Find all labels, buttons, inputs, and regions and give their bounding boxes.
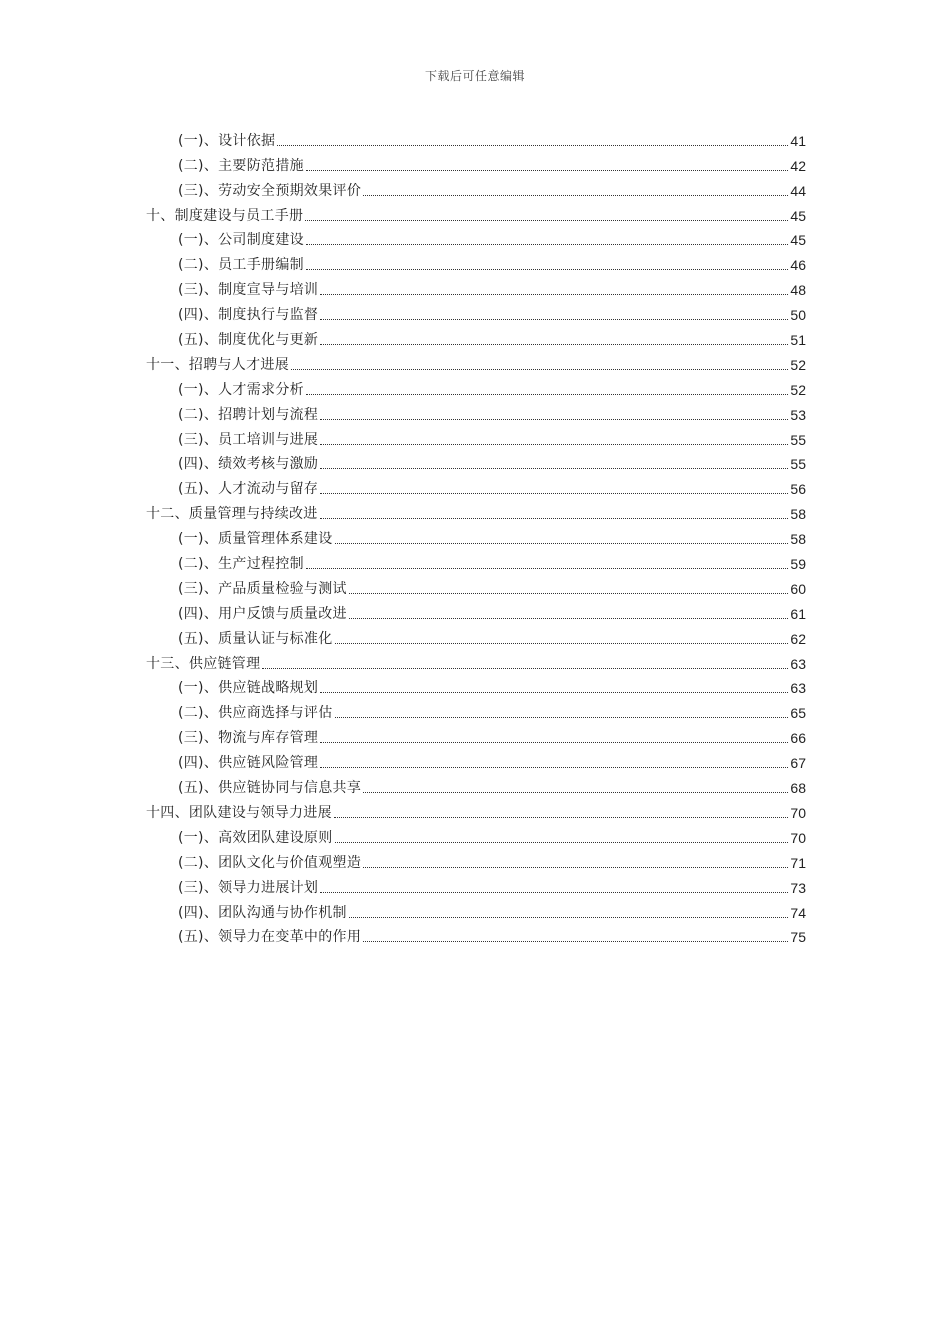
toc-entry-title: (四)、绩效考核与激励: [178, 456, 319, 473]
toc-section-entry[interactable]: [178, 872, 806, 897]
toc-entry-title: 十二、质量管理与持续改进: [146, 506, 318, 523]
toc-entry-title: (一)、质量管理体系建设: [178, 531, 333, 548]
toc-entry-title: 十三、供应链管理: [146, 655, 261, 672]
toc-section-entry[interactable]: [178, 822, 806, 847]
toc-section-entry[interactable]: [178, 847, 806, 872]
toc-entry-title: (二)、生产过程控制: [178, 556, 304, 573]
toc-section-entry[interactable]: [178, 697, 806, 722]
table-of-contents: [0, 125, 950, 946]
toc-entry-title: (一)、公司制度建设: [178, 232, 304, 249]
toc-section-entry[interactable]: [178, 125, 806, 150]
toc-chapter-entry[interactable]: [146, 797, 806, 822]
toc-page-number: 67: [790, 755, 806, 772]
toc-chapter-entry[interactable]: [146, 349, 806, 374]
toc-dot-leader: [320, 691, 788, 693]
toc-dot-leader: [335, 642, 789, 644]
toc-dot-leader: [320, 443, 788, 445]
toc-entry-title: (五)、供应链协同与信息共享: [178, 780, 362, 797]
toc-page-number: 61: [790, 605, 806, 622]
toc-page-number: 55: [790, 456, 806, 473]
toc-entry-title: (三)、劳动安全预期效果评价: [178, 182, 362, 199]
toc-chapter-entry[interactable]: [146, 200, 806, 225]
toc-dot-leader: [306, 567, 788, 569]
toc-page-number: 55: [790, 431, 806, 448]
toc-dot-leader: [320, 467, 788, 469]
toc-section-entry[interactable]: [178, 449, 806, 474]
toc-page-number: 58: [790, 506, 806, 523]
toc-dot-leader: [363, 791, 788, 793]
toc-chapter-entry[interactable]: [146, 498, 806, 523]
toc-page-number: 41: [790, 132, 806, 149]
toc-dot-leader: [349, 617, 789, 619]
toc-section-entry[interactable]: [178, 225, 806, 250]
toc-dot-leader: [320, 766, 788, 768]
toc-entry-title: (三)、员工培训与进展: [178, 431, 319, 448]
toc-page-number: 46: [790, 257, 806, 274]
toc-section-entry[interactable]: [178, 897, 806, 922]
toc-page-number: 65: [790, 705, 806, 722]
toc-dot-leader: [334, 816, 789, 818]
toc-entry-title: 十四、团队建设与领导力进展: [146, 804, 332, 821]
toc-entry-title: (一)、设计依据: [178, 132, 276, 149]
toc-dot-leader: [291, 368, 788, 370]
toc-dot-leader: [306, 393, 788, 395]
toc-page-number: 62: [790, 630, 806, 647]
toc-page-number: 50: [790, 307, 806, 324]
toc-entry-title: (一)、人才需求分析: [178, 381, 304, 398]
toc-page-number: 52: [790, 381, 806, 398]
toc-section-entry[interactable]: [178, 623, 806, 648]
toc-section-entry[interactable]: [178, 299, 806, 324]
toc-page-number: 51: [790, 332, 806, 349]
toc-section-entry[interactable]: [178, 324, 806, 349]
toc-page-number: 71: [790, 854, 806, 871]
toc-entry-title: (二)、团队文化与价值观塑造: [178, 854, 362, 871]
toc-entry-title: (三)、制度宣导与培训: [178, 282, 319, 299]
toc-section-entry[interactable]: [178, 249, 806, 274]
toc-dot-leader: [306, 268, 788, 270]
toc-dot-leader: [320, 293, 788, 295]
toc-page-number: 66: [790, 730, 806, 747]
toc-dot-leader: [320, 492, 788, 494]
toc-section-entry[interactable]: [178, 150, 806, 175]
toc-dot-leader: [262, 667, 788, 669]
toc-entry-title: (二)、员工手册编制: [178, 257, 304, 274]
toc-section-entry[interactable]: [178, 747, 806, 772]
toc-section-entry[interactable]: [178, 424, 806, 449]
toc-entry-title: (四)、制度执行与监督: [178, 307, 319, 324]
toc-dot-leader: [363, 940, 788, 942]
toc-entry-title: (五)、制度优化与更新: [178, 332, 319, 349]
toc-entry-title: (五)、领导力在变革中的作用: [178, 929, 362, 946]
toc-dot-leader: [320, 343, 788, 345]
toc-page-number: 59: [790, 556, 806, 573]
toc-dot-leader: [306, 169, 788, 171]
toc-page-number: 75: [790, 929, 806, 946]
toc-dot-leader: [320, 891, 788, 893]
toc-page-number: 45: [790, 207, 806, 224]
toc-page-number: 52: [790, 356, 806, 373]
toc-section-entry[interactable]: [178, 523, 806, 548]
toc-dot-leader: [335, 841, 789, 843]
toc-page-number: 53: [790, 406, 806, 423]
toc-page-number: 45: [790, 232, 806, 249]
toc-entry-title: (二)、供应商选择与评估: [178, 705, 333, 722]
toc-section-entry[interactable]: [178, 274, 806, 299]
toc-dot-leader: [277, 144, 788, 146]
toc-entry-title: (二)、招聘计划与流程: [178, 406, 319, 423]
toc-section-entry[interactable]: [178, 399, 806, 424]
toc-section-entry[interactable]: [178, 175, 806, 200]
toc-entry-title: 十、制度建设与员工手册: [146, 207, 304, 224]
toc-section-entry[interactable]: [178, 673, 806, 698]
toc-section-entry[interactable]: [178, 598, 806, 623]
toc-page-number: 70: [790, 804, 806, 821]
toc-entry-title: (三)、领导力进展计划: [178, 879, 319, 896]
toc-page-number: 58: [790, 531, 806, 548]
toc-dot-leader: [349, 592, 789, 594]
toc-page-number: 42: [790, 157, 806, 174]
toc-page-number: 73: [790, 879, 806, 896]
toc-entry-title: 十一、招聘与人才进展: [146, 356, 289, 373]
toc-page-number: 48: [790, 282, 806, 299]
toc-dot-leader: [320, 517, 789, 519]
toc-entry-title: (三)、物流与库存管理: [178, 730, 319, 747]
toc-page-number: 63: [790, 655, 806, 672]
toc-dot-leader: [320, 741, 788, 743]
toc-entry-title: (三)、产品质量检验与测试: [178, 580, 347, 597]
toc-page-number: 63: [790, 680, 806, 697]
toc-page-number: 44: [790, 182, 806, 199]
toc-dot-leader: [335, 716, 789, 718]
toc-section-entry[interactable]: [178, 548, 806, 573]
toc-dot-leader: [305, 219, 788, 221]
toc-entry-title: (四)、团队沟通与协作机制: [178, 904, 347, 921]
toc-dot-leader: [320, 418, 788, 420]
toc-chapter-entry[interactable]: [146, 648, 806, 673]
toc-section-entry[interactable]: [178, 922, 806, 947]
toc-entry-title: (四)、供应链风险管理: [178, 755, 319, 772]
toc-entry-title: (五)、人才流动与留存: [178, 481, 319, 498]
toc-entry-title: (四)、用户反馈与质量改进: [178, 605, 347, 622]
toc-entry-title: (一)、供应链战略规划: [178, 680, 319, 697]
toc-dot-leader: [335, 542, 789, 544]
toc-dot-leader: [363, 866, 788, 868]
toc-page-number: 70: [790, 829, 806, 846]
toc-dot-leader: [306, 243, 788, 245]
toc-entry-title: (一)、高效团队建设原则: [178, 829, 333, 846]
toc-section-entry[interactable]: [178, 772, 806, 797]
toc-section-entry[interactable]: [178, 573, 806, 598]
toc-page-number: 74: [790, 904, 806, 921]
toc-page-number: 60: [790, 580, 806, 597]
toc-entry-title: (五)、质量认证与标准化: [178, 630, 333, 647]
toc-dot-leader: [349, 916, 789, 918]
toc-dot-leader: [363, 194, 788, 196]
toc-section-entry[interactable]: [178, 374, 806, 399]
toc-dot-leader: [320, 318, 788, 320]
toc-page-number: 56: [790, 481, 806, 498]
toc-section-entry[interactable]: [178, 473, 806, 498]
toc-page-number: 68: [790, 780, 806, 797]
toc-entry-title: (二)、主要防范措施: [178, 157, 304, 174]
page-header: 下载后可任意编辑: [424, 69, 525, 83]
toc-section-entry[interactable]: [178, 722, 806, 747]
